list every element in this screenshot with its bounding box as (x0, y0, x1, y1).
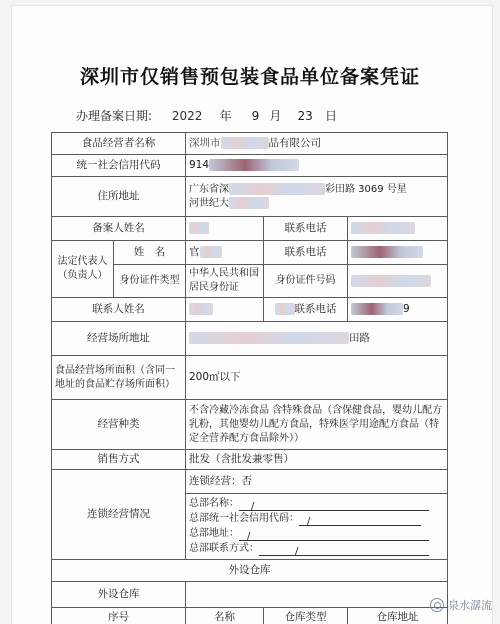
chain-hq-name: 总部名称： / (189, 497, 444, 511)
filing-date-line (76, 107, 347, 124)
row-area (52, 356, 448, 400)
row-filer (52, 217, 448, 241)
row-warehouse-section (52, 559, 448, 581)
chain-hq-contact: 总部联系方式： / (189, 542, 444, 556)
legal-phone-value (348, 241, 448, 265)
filer-label: 备案人姓名 (52, 217, 186, 241)
legal-rep-label: 法定代表人（负责人） (52, 241, 114, 298)
chain-hq-address: 总部地址： / (189, 527, 444, 541)
redacted-block (221, 137, 269, 149)
chain-value: 连锁经营：否 (186, 469, 448, 493)
col-address: 仓库地址 (348, 607, 448, 624)
document-title: 深圳市仅销售预包装食品单位备案凭证 (79, 66, 420, 88)
row-sales-mode (52, 450, 448, 470)
day-unit: 日 (324, 109, 337, 123)
watermark-icon (430, 598, 444, 612)
sales-mode-value: 批发（含批发兼零售） (186, 450, 448, 470)
warehouse-value (186, 581, 448, 607)
redacted-block (229, 197, 269, 209)
year-unit: 年 (219, 109, 232, 123)
redacted-block (351, 222, 415, 234)
col-name: 名称 (186, 607, 264, 624)
filing-form-table (51, 132, 448, 624)
row-business-address (52, 322, 448, 356)
sales-mode-label: 销售方式 (52, 450, 186, 470)
redacted-block (229, 183, 325, 195)
chain-label: 连锁经营情况 (52, 469, 186, 559)
col-nature: 仓库类型 (264, 607, 348, 624)
row-warehouse (52, 581, 448, 607)
business-type-label: 经营种类 (52, 400, 186, 450)
operator-name-label: 食品经营者名称 (52, 133, 186, 155)
contact-phone-value: 9 (348, 298, 448, 322)
id-type-value: 中华人民共和国居民身份证 (186, 265, 264, 298)
filer-phone-value (348, 217, 448, 241)
filing-date-day: 23 (297, 109, 313, 123)
blank-line: / (259, 545, 429, 556)
row-business-type (52, 400, 448, 450)
id-number-label: 身份证件号码 (264, 265, 348, 298)
credit-code-label: 统一社会信用代码 (52, 155, 186, 177)
id-type-label: 身份证件类型 (114, 265, 186, 298)
row-credit-code (52, 155, 448, 177)
row-contact (52, 298, 448, 322)
business-address-value: 田路 (186, 322, 448, 356)
row-warehouse-header (52, 607, 448, 624)
filing-date-month: 9 (251, 109, 260, 123)
blank-line: / (239, 530, 429, 541)
watermark-text: 泉水潺流 (448, 599, 492, 612)
row-address (52, 177, 448, 217)
credit-code-value: 914 (186, 155, 448, 177)
id-number-value (348, 265, 448, 298)
redacted-block (189, 303, 213, 315)
redacted-block (351, 303, 403, 315)
contact-name-value (186, 298, 264, 322)
area-label: 食品经营场所面积（含同一地址的食品贮存场所面积） (52, 356, 186, 400)
chain-details (186, 493, 448, 559)
redacted-block (351, 275, 431, 287)
redacted-block (200, 246, 222, 258)
watermark (430, 597, 492, 613)
filer-phone-label: 联系电话 (264, 217, 348, 241)
chain-hq-code: 总部统一社会信用代码： / (189, 512, 444, 526)
business-type-value: 不含冷藏冷冻食品 含特殊食品（含保健食品，婴幼儿配方乳粉，其他婴幼儿配方食品，特殊医学用途配方食品（特定全营养配方食品除外）） (186, 400, 448, 450)
legal-name-value: 官 (186, 241, 264, 265)
redacted-block (275, 303, 295, 315)
row-chain (52, 469, 448, 493)
row-legal-name (52, 241, 448, 265)
address-label: 住所地址 (52, 177, 186, 217)
address-value: 广东省深 彩田路 3069 号星 河世纪大 (186, 177, 448, 217)
redacted-block (189, 332, 349, 344)
warehouse-section-label: 外设仓库 (52, 559, 448, 581)
warehouse-label: 外设仓库 (52, 581, 186, 607)
redacted-block (209, 159, 299, 171)
area-value: 200㎡以下 (186, 356, 448, 400)
redacted-block (351, 246, 423, 258)
filer-value (186, 217, 264, 241)
col-seq: 序号 (52, 607, 186, 624)
contact-phone-label: 联系电话 (264, 298, 348, 322)
contact-name-label: 联系人姓名 (52, 298, 186, 322)
blank-line: / (299, 515, 421, 526)
filing-date-label: 办理备案日期: (76, 109, 153, 123)
legal-phone-label: 联系电话 (264, 241, 348, 265)
row-operator-name (52, 133, 448, 155)
month-unit: 月 (269, 109, 282, 123)
redacted-block (189, 222, 209, 234)
operator-name-value: 深圳市 品有限公司 (186, 133, 448, 155)
business-address-label: 经营场所地址 (52, 322, 186, 356)
legal-name-label: 姓 名 (114, 241, 186, 265)
blank-line: / (239, 500, 429, 511)
filing-date-year: 2022 (171, 109, 203, 123)
